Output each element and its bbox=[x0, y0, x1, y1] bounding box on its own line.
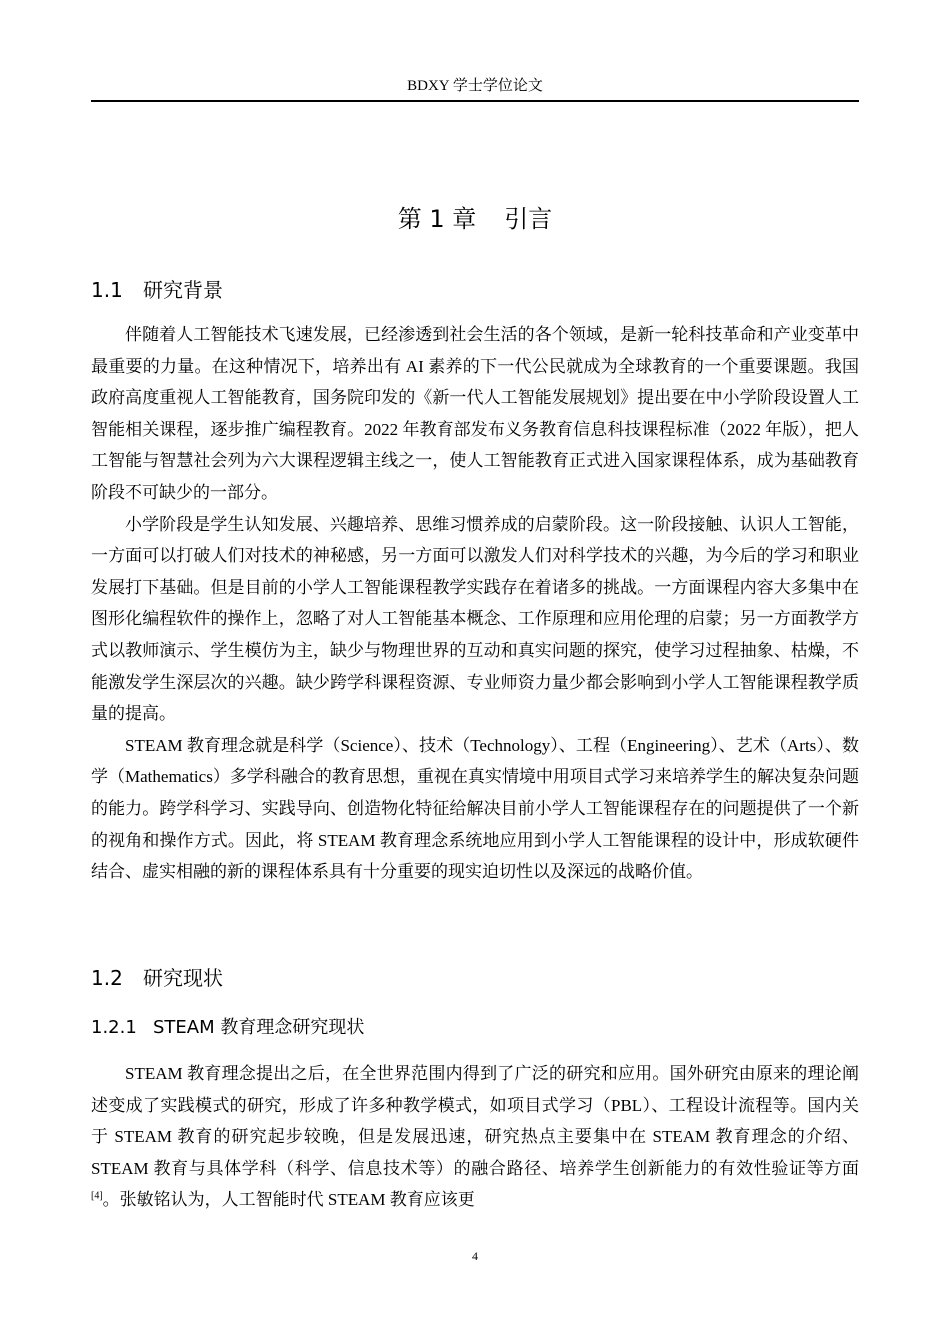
section-number: 1.1 bbox=[91, 278, 123, 302]
citation-marker: [4] bbox=[91, 1190, 103, 1202]
page-number: 4 bbox=[472, 1249, 478, 1263]
paragraph-text-continued: 。张敏铭认为，人工智能时代 STEAM 教育应该更 bbox=[102, 1190, 475, 1210]
chapter-title bbox=[91, 202, 859, 236]
paragraph: 伴随着人工智能技术飞速发展，已经渗透到社会生活的各个领域，是新一轮科技革命和产业变革中最重要的力量。在这种情况下，培养出有 AI 素养的下一代公民就成为全球教育的一个重要课题。我国政府高度重视人工智能教育，国务院印发的《新一代人工智能发展规划》提出要在中小学阶段设置人工智能相关课程，逐步推广编程教育。2022 年教育部发布义务教育信息科技课程标准（2022 年版），把人工智能与智慧社会列为六大课程逻辑主线之一，使人工智能教育正式进入国家课程体系，成为基础教育阶段不可缺少的一部分。 bbox=[91, 325, 859, 502]
paragraph: STEAM 教育理念就是科学（Science）、技术（Technology）、工程（Engineering）、艺术（Arts）、数学（Mathematics）多学科融合的教育思想，重视在真实情境中用项目式学习来培养学生的解决复杂问题的能力。跨学科学习、实践导向、创造物化特征给解决目前小学人工智能课程存在的问题提供了一个新的视角和操作方式。因此，将 STEAM 教育理念系统地应用到小学人工智能课程的设计中，形成软硬件结合、虚实相融的新的课程体系具有十分重要的现实迫切性以及深远的战略价值。 bbox=[91, 735, 859, 882]
running-header: BDXY 学士学位论文 bbox=[407, 78, 543, 94]
section-heading-1-2 bbox=[91, 964, 859, 992]
paragraph-text: STEAM 教育理念提出之后，在全世界范围内得到了广泛的研究和应用。国外研究由原来的理论阐述变成了实践模式的研究，形成了许多种教学模式，如项目式学习（PBL）、工程设计流程等。国内关于 STEAM 教育的研究起步较晚，但是发展迅速，研究热点主要集中在 STEAM 教育理念的介绍、STEAM 教育与具体学科（科学、信息技术等）的融合路径、培养学生创新能力的有效性验证等方面 bbox=[91, 1064, 859, 1178]
subsection-1-2-1-body bbox=[91, 1058, 859, 1216]
section-heading-1-1 bbox=[91, 276, 859, 304]
header-rule bbox=[91, 100, 859, 102]
subsection-heading-1-2-1 bbox=[91, 1015, 859, 1041]
section-title: 研究现状 bbox=[143, 966, 223, 990]
subsection-number: 1.2.1 bbox=[91, 1017, 137, 1038]
chapter-number: 第 1 章 bbox=[397, 205, 477, 233]
paragraph bbox=[91, 1058, 859, 1216]
subsection-title: STEAM 教育理念研究现状 bbox=[153, 1017, 365, 1038]
chapter-name: 引言 bbox=[504, 205, 553, 233]
section-number: 1.2 bbox=[91, 966, 123, 990]
section-1-1-body bbox=[91, 319, 859, 888]
section-title: 研究背景 bbox=[143, 278, 223, 302]
paragraph: 小学阶段是学生认知发展、兴趣培养、思维习惯养成的启蒙阶段。这一阶段接触、认识人工智能，一方面可以打破人们对技术的神秘感，另一方面可以激发人们对科学技术的兴趣，为今后的学习和职业发展打下基础。但是目前的小学人工智能课程教学实践存在着诸多的挑战。一方面课程内容大多集中在图形化编程软件的操作上，忽略了对人工智能基本概念、工作原理和应用伦理的启蒙；另一方面教学方式以教师演示、学生模仿为主，缺少与物理世界的互动和真实问题的探究，使学习过程抽象、枯燥，不能激发学生深层次的兴趣。缺少跨学科课程资源、专业师资力量少都会影响到小学人工智能课程教学质量的提高。 bbox=[91, 514, 859, 724]
